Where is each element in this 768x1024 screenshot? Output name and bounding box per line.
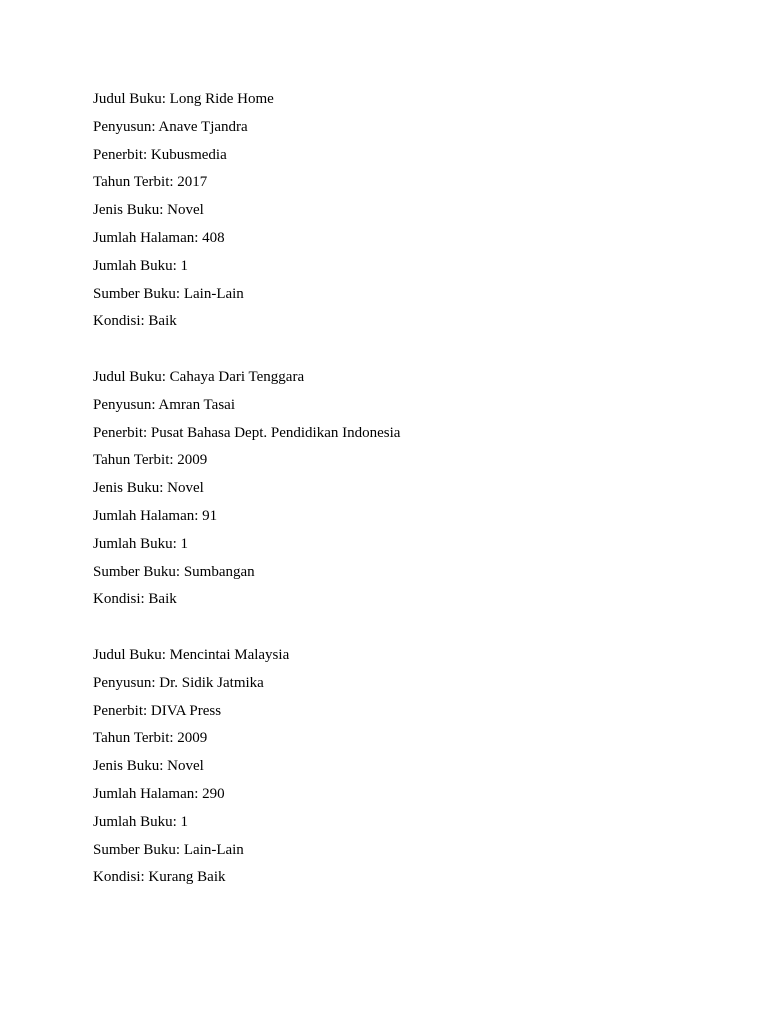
book-type-line: Jenis Buku: Novel [93,480,204,497]
book-source-line: Sumber Buku: Sumbangan [93,563,255,580]
book-title-line: Judul Buku: Mencintai Malaysia [93,646,290,663]
book-title-line: Judul Buku: Cahaya Dari Tenggara [93,368,305,385]
book-condition-line: Kondisi: Baik [93,591,177,608]
book-author-line: Penyusun: Amran Tasai [93,396,235,413]
book-pages-line: Jumlah Halaman: 91 [93,507,218,524]
book-entry [93,642,713,892]
document-page [93,86,713,920]
book-entry [93,86,713,336]
book-count-line: Jumlah Buku: 1 [93,535,189,552]
book-publisher-line: Penerbit: DIVA Press [93,702,222,719]
book-type-line: Jenis Buku: Novel [93,758,204,775]
book-publisher-line: Penerbit: Kubusmedia [93,146,227,163]
book-count-line: Jumlah Buku: 1 [93,257,189,274]
book-year-line: Tahun Terbit: 2009 [93,452,208,469]
book-pages-line: Jumlah Halaman: 408 [93,229,225,246]
book-pages-line: Jumlah Halaman: 290 [93,785,225,802]
book-count-line: Jumlah Buku: 1 [93,813,189,830]
book-type-line: Jenis Buku: Novel [93,202,204,219]
book-source-line: Sumber Buku: Lain-Lain [93,841,244,858]
book-entry [93,364,713,614]
book-year-line: Tahun Terbit: 2017 [93,174,208,191]
book-year-line: Tahun Terbit: 2009 [93,730,208,747]
book-source-line: Sumber Buku: Lain-Lain [93,285,244,302]
book-condition-line: Kondisi: Kurang Baik [93,869,226,886]
book-title-line: Judul Buku: Long Ride Home [93,91,274,107]
book-author-line: Penyusun: Anave Tjandra [93,118,248,135]
book-condition-line: Kondisi: Baik [93,313,177,330]
book-author-line: Penyusun: Dr. Sidik Jatmika [93,674,264,691]
book-publisher-line: Penerbit: Pusat Bahasa Dept. Pendidikan Indonesia [93,424,401,441]
